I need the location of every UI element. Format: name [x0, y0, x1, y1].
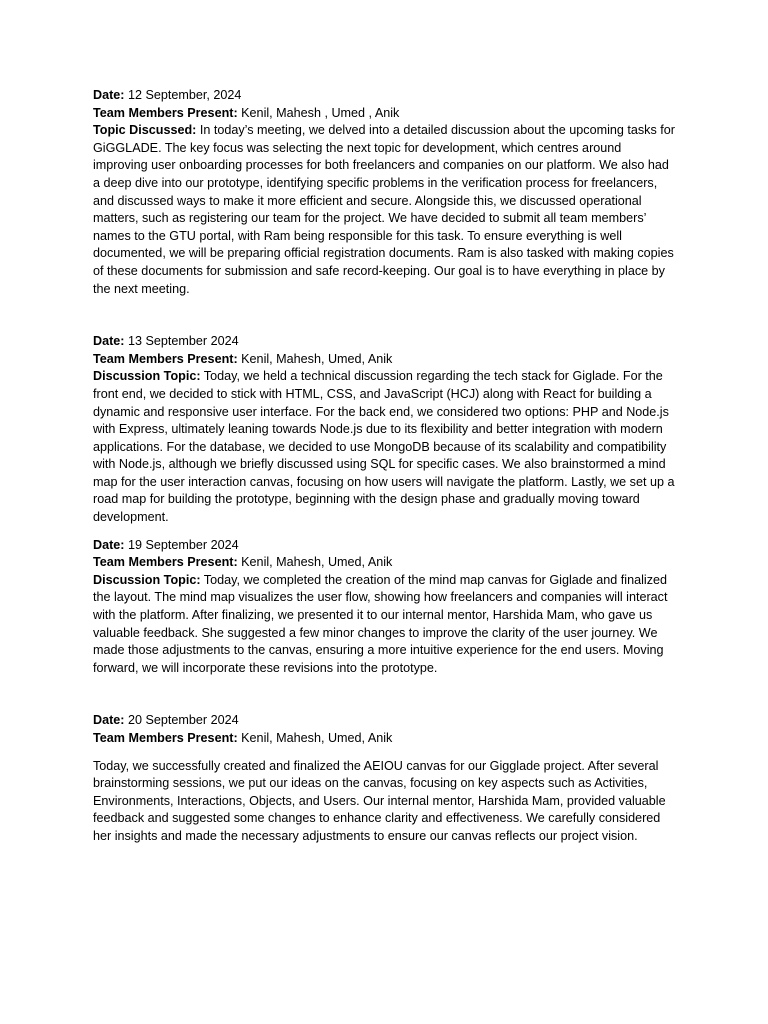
date-label: Date:: [93, 88, 125, 102]
team-label: Team Members Present:: [93, 555, 238, 570]
document-page: [93, 87, 677, 846]
meeting-entry: [93, 87, 677, 298]
date-line: [93, 537, 677, 555]
team-value: Kenil, Mahesh , Umed , Anik: [237, 105, 400, 120]
team-label: Team Members Present:: [93, 731, 238, 745]
date-label: Date:: [93, 334, 125, 349]
topic-text: In today’s meeting, we delved into a detailed discussion about the upcoming tasks for GiGGLADE. The key focus was selecting the next topic for development, which centres around improving user onboarding processes for both freelancers and companies on our platform. We also had a deep dive into our prototype, identifying specific problems in the verification process for freelancers, and discussed ways to make it more efficient and secure. Alongside this, we discussed operational matters, such as registering our team for the project. We have decided to submit all team members’ names to the GTU portal, with Ram being responsible for this task. To ensure everything is well documented, we will be preparing official registration documents. Ram is also tasked with making copies of these documents for submission and safe record-keeping. Our goal is to have everything in place by the next meeting.: [93, 123, 675, 296]
team-value: Kenil, Mahesh, Umed, Anik: [237, 351, 393, 366]
date-value: 13 September 2024: [124, 334, 239, 349]
topic-label: Discussion Topic:: [93, 369, 201, 384]
meeting-entry: [93, 712, 677, 845]
team-value: Kenil, Mahesh, Umed, Anik: [237, 731, 393, 745]
team-label: Team Members Present:: [93, 351, 238, 366]
date-line: [93, 712, 677, 730]
topic-paragraph: [93, 368, 677, 526]
meeting-entry: [93, 537, 677, 678]
topic-text: Today, we held a technical discussion regarding the tech stack for Giglade. For the front end, we decided to stick with HTML, CSS, and JavaScript (HCJ) along with React for building a dynamic and responsive user interface. For the back end, we considered two options: PHP and Node.js with Express, ultimately leaning towards Node.js due to its flexibility and better integration with modern applications. For the database, we decided to use MongoDB because of its scalability and compatibility with Node.js, although we briefly discussed using SQL for specific cases. We also brainstormed a mind map for the user interaction canvas, focusing on how users will navigate the platform. Lastly, we set up a road map for building the prototype, beginning with the design phase and gradually moving toward development.: [93, 369, 675, 525]
date-line: [93, 87, 677, 105]
date-value: 12 September, 2024: [124, 88, 242, 102]
topic-label: Topic Discussed:: [93, 123, 197, 138]
date-line: [93, 333, 677, 351]
team-label: Team Members Present:: [93, 105, 238, 120]
spacer: [93, 748, 677, 758]
team-line: [93, 351, 677, 369]
date-label: Date:: [93, 713, 125, 728]
topic-label: Discussion Topic:: [93, 572, 201, 587]
meeting-entry: [93, 333, 677, 527]
date-label: Date:: [93, 537, 125, 552]
date-value: 19 September 2024: [124, 537, 239, 552]
topic-paragraph: [93, 572, 677, 678]
topic-paragraph: [93, 122, 677, 298]
spacer: [93, 298, 677, 333]
spacer: [93, 527, 677, 537]
spacer: [93, 677, 677, 712]
date-value: 20 September 2024: [124, 713, 239, 728]
team-line: [93, 730, 677, 748]
body-paragraph: Today, we successfully created and finalized the AEIOU canvas for our Gigglade project. After several brainstorming sessions, we put our ideas on the canvas, focusing on key aspects such as Activities, Environments, Interactions, Objects, and Users. Our internal mentor, Harshida Mam, provided valuable feedback and suggested some changes to enhance clarity and effectiveness. We carefully considered her insights and made the necessary adjustments to ensure our canvas reflects our project vision.: [93, 758, 666, 843]
team-line: [93, 554, 677, 572]
team-line: [93, 105, 677, 123]
topic-text: Today, we completed the creation of the mind map canvas for Giglade and finalized the layout. The mind map visualizes the user flow, showing how freelancers and companies will interact with the platform. After finalizing, we presented it to our internal mentor, Harshida Mam, who gave us valuable feedback. She suggested a few minor changes to improve the clarity of the user journey. We made those adjustments to the canvas, ensuring a more intuitive experience for the end users. Moving forward, we will incorporate these revisions into the prototype.: [93, 572, 668, 675]
team-value: Kenil, Mahesh, Umed, Anik: [237, 555, 393, 570]
